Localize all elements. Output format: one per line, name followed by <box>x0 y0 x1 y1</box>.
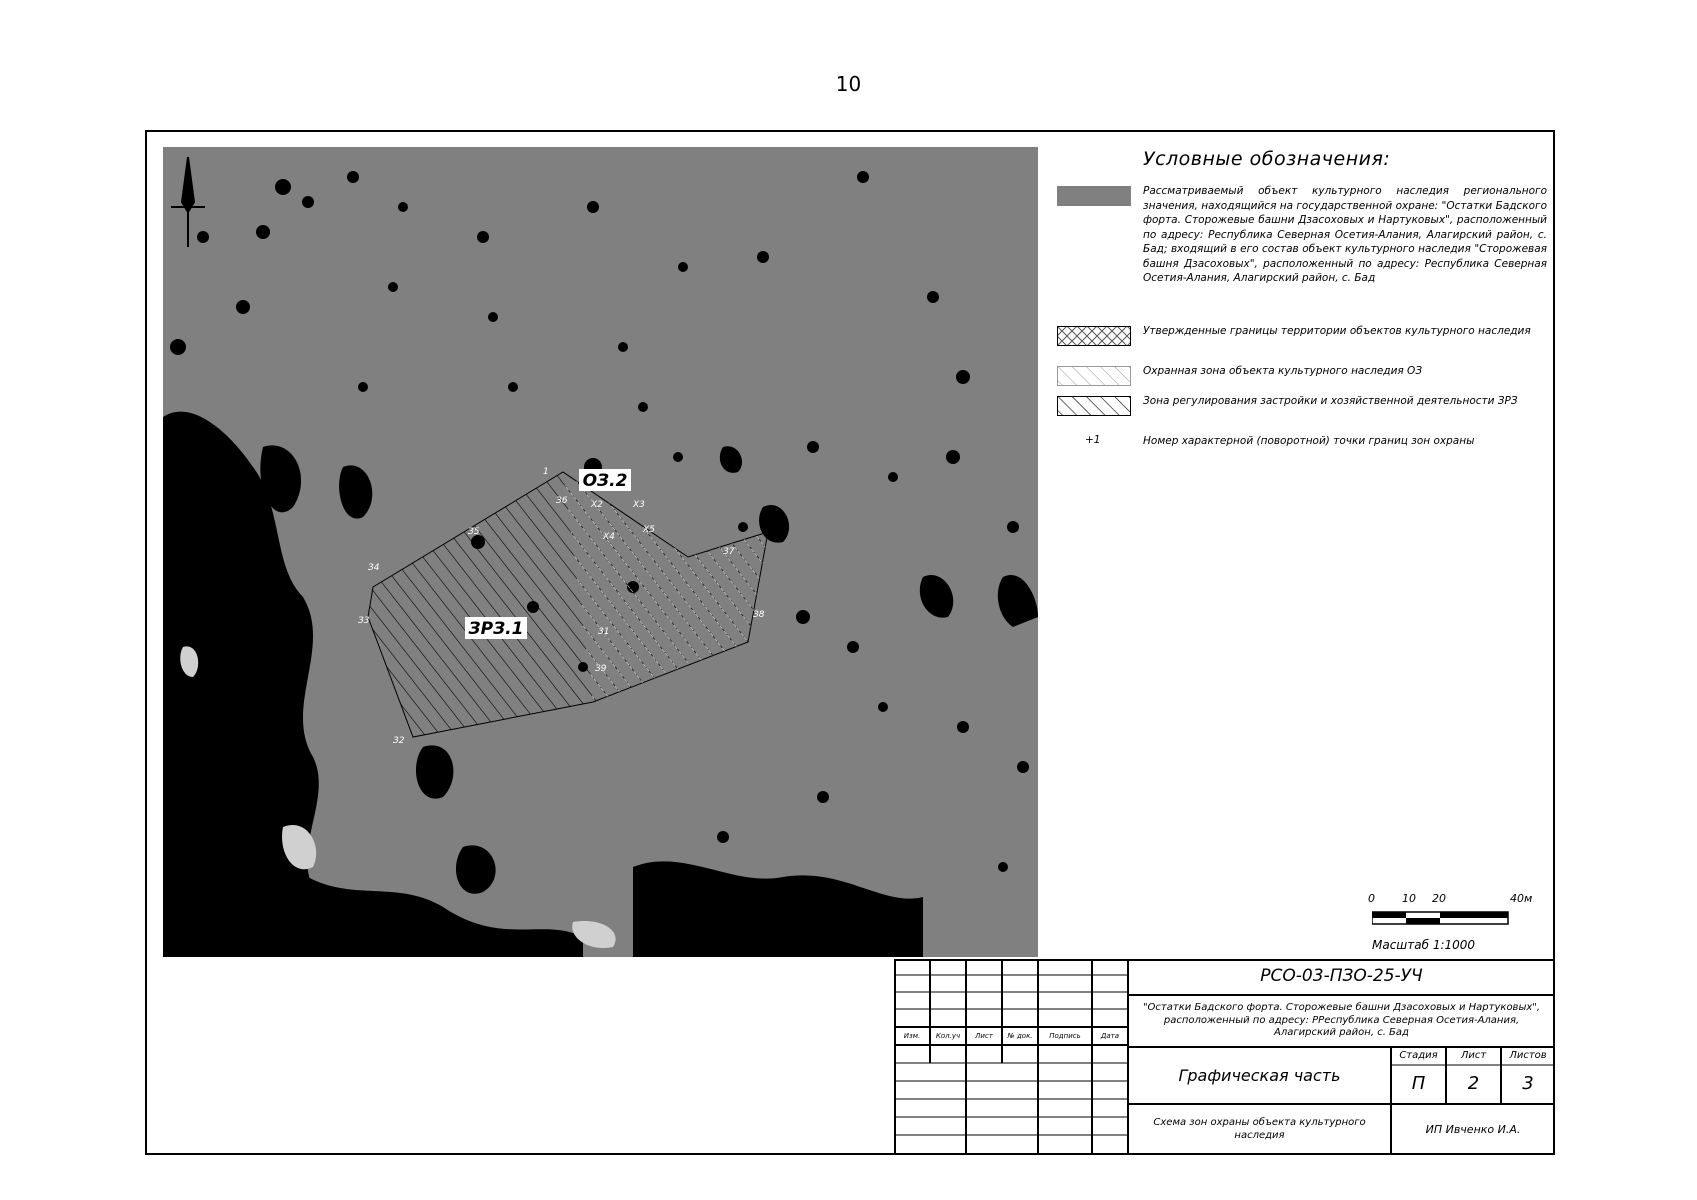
zone-label-oz-text: ОЗ.2 <box>582 471 628 491</box>
map-canvas <box>163 147 1038 957</box>
svg-text:З3: З3 <box>358 616 370 626</box>
svg-text:З5: З5 <box>468 527 480 537</box>
document-code: РСО-03-ПЗО-25-УЧ <box>1260 966 1423 987</box>
svg-text:1: 1 <box>543 467 549 477</box>
scale-graphic <box>1372 908 1537 938</box>
legend-text-point: Номер характерной (поворотной) точки границ зон охраны <box>1143 435 1475 447</box>
scale-tick-0: 0 <box>1368 892 1375 905</box>
value-sheets: 3 <box>1522 1073 1534 1095</box>
legend-swatch-oz <box>1057 366 1131 386</box>
column-header-date: Дата <box>1100 1031 1120 1040</box>
zone-label-zrz <box>465 617 527 639</box>
legend-title: Условные обозначения: <box>1143 148 1391 170</box>
legend-text-oz: Охранная зона объекта культурного наследия ОЗ <box>1143 365 1423 377</box>
svg-text:Х5: Х5 <box>643 525 655 535</box>
svg-text:З4: З4 <box>368 563 380 573</box>
legend-text-object: Рассматриваемый объект культурного наследия регионального значения, находящийся на государственной охране: "Остатки Бадского форта. Сторожевые башни Дзасоховых и Нартуковых", расположенный по адресу: Республика Северная Осетия-Алания, Алагирский район, с. Бад; входящий в его состав объект культурного наследия "Сторожевая башня Дзасоховых", расположенный по адресу: Республика Северная Осетия-Алания, Алагирский район, с. Бад <box>1143 185 1547 284</box>
svg-text:З1: З1 <box>598 627 610 637</box>
header-sheet: Лист <box>1460 1049 1487 1061</box>
zone-label-zrz-text: ЗРЗ.1 <box>468 619 524 639</box>
legend-swatch-zrz <box>1057 396 1131 416</box>
author: ИП Ивченко И.А. <box>1425 1122 1521 1136</box>
legend-swatch-object <box>1057 186 1131 206</box>
column-header-doc: № док. <box>1007 1031 1033 1040</box>
zone-label-oz <box>579 469 631 491</box>
legend-text-zrz: Зона регулирования застройки и хозяйственной деятельности ЗРЗ <box>1143 395 1518 407</box>
svg-text:Х3: Х3 <box>633 500 645 510</box>
column-header-list: Лист <box>975 1031 993 1040</box>
value-sheet: 2 <box>1467 1073 1480 1095</box>
svg-text:З2: З2 <box>393 736 405 746</box>
sheet-title: Схема зон охраны объекта культурного наследия <box>1153 1117 1366 1141</box>
svg-text:З9: З9 <box>595 664 607 674</box>
legend-swatch-territory <box>1057 326 1131 346</box>
column-header-izm: Изм. <box>903 1031 921 1040</box>
scale-tick-20: 20 <box>1432 892 1446 905</box>
svg-text:Х2: Х2 <box>591 500 603 510</box>
svg-text:Х4: Х4 <box>603 532 615 542</box>
scale-tick-10: 10 <box>1402 892 1416 905</box>
header-stage: Стадия <box>1399 1049 1438 1061</box>
svg-text:З8: З8 <box>753 610 765 620</box>
legend-text-territory: Утвержденные границы территории объектов культурного наследия <box>1143 325 1531 337</box>
svg-text:З6: З6 <box>556 496 568 506</box>
title-block <box>894 959 1555 1155</box>
svg-text:З7: З7 <box>723 547 735 557</box>
value-stage: П <box>1411 1073 1426 1095</box>
object-name: "Остатки Бадского форта. Сторожевые башни Дзасоховых и Нартуковых", расположенный по адресу: РРеспублика Северная Осетия-Алания, Алагирский район, с. Бад <box>1142 1002 1541 1039</box>
scale-label: Масштаб 1:1000 <box>1372 938 1476 952</box>
column-header-signature: Подпись <box>1049 1031 1081 1040</box>
scale-tick-40: 40м <box>1510 892 1533 905</box>
satellite-map <box>163 147 1038 957</box>
scale-bar <box>1368 892 1537 952</box>
column-header-kol-uch: Кол.уч <box>935 1031 961 1040</box>
drawing-sheet <box>145 130 1555 1155</box>
header-sheets: Листов <box>1509 1049 1547 1061</box>
page-number: 10 <box>835 72 862 96</box>
part-title: Графическая часть <box>1178 1065 1341 1085</box>
legend-symbol-point: +1 <box>1085 434 1101 446</box>
